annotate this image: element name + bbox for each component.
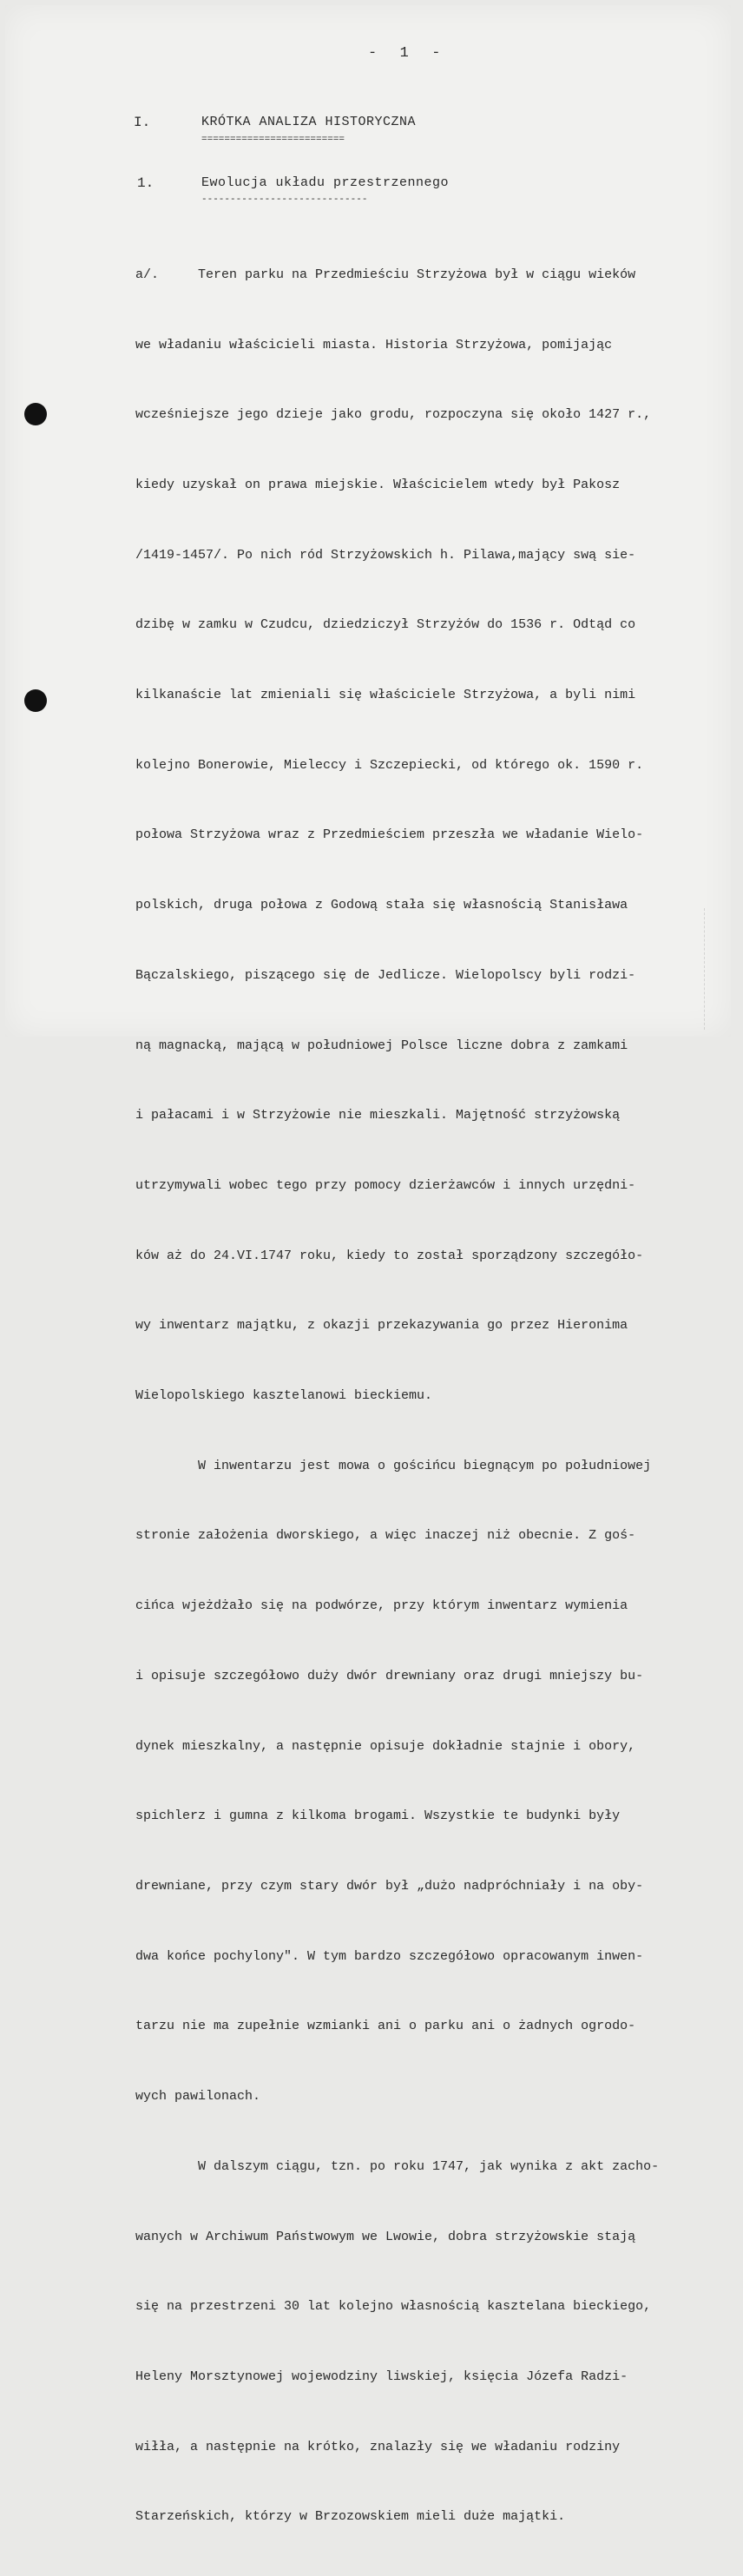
text-line: spichlerz i gumna z kilkoma brogami. Wszystkie te budynki były bbox=[135, 1808, 621, 1824]
text-line: Wielopolskiego kasztelanowi bieckiemu. bbox=[135, 1388, 433, 1404]
document-page bbox=[5, 5, 731, 2525]
punch-hole-bottom bbox=[24, 689, 47, 712]
text-line: Bączalskiego, piszącego się de Jedlicze. Wielopolscy byli rodzi- bbox=[135, 967, 636, 983]
body-text bbox=[135, 217, 743, 2576]
text-line: kilkanaście lat zmieniali się właściciele Strzyżowa, a byli nimi bbox=[135, 688, 636, 703]
text-line: się na przestrzeni 30 lat kolejno własnością kasztelana bieckiego, bbox=[135, 2299, 652, 2315]
text-line: kiedy uzyskał on prawa miejskie. Właścicielem wtedy był Pakosz bbox=[135, 477, 621, 492]
text-line: cińca wjeżdżało się na podwórze, przy którym inwentarz wymienia bbox=[135, 1598, 628, 1614]
text-line: dwa końce pochylony". W tym bardzo szczegółowo opracowanym inwen- bbox=[135, 1948, 644, 1964]
text-line: wiłła, a następnie na krótko, znalazły się we władaniu rodziny bbox=[135, 2439, 621, 2454]
section-title-underline: ========================= bbox=[201, 135, 345, 145]
text-line: W dalszym ciągu, tzn. po roku 1747, jak wynika z akt zacho- bbox=[135, 2158, 660, 2174]
text-line: i opisuje szczegółowo duży dwór drewniany oraz drugi mniejszy bu- bbox=[135, 1668, 644, 1683]
text-line: we władaniu właścicieli miasta. Historia Strzyżowa, pomijając bbox=[135, 337, 613, 352]
text-line: dynek mieszkalny, a następnie opisuje dokładnie stajnie i obory, bbox=[135, 1738, 636, 1754]
text-line: kolejno Bonerowie, Mieleccy i Szczepiecki, od którego ok. 1590 r. bbox=[135, 757, 644, 773]
text-line: stronie założenia dworskiego, a więc inaczej niż obecnie. Z goś- bbox=[135, 1528, 636, 1544]
text-line: wy inwentarz majątku, z okazji przekazywania go przez Hieronima bbox=[135, 1318, 628, 1334]
page-number: - 1 - bbox=[368, 45, 443, 62]
subsection-title-underline: ----------------------------- bbox=[201, 194, 368, 205]
text-line: dzibę w zamku w Czudcu, dziedziczył Strzyżów do 1536 r. Odtąd co bbox=[135, 617, 636, 633]
text-line: wych pawilonach. bbox=[135, 2089, 261, 2105]
text-line: /1419-1457/. Po nich ród Strzyżowskich h. Pilawa,mający swą sie- bbox=[135, 547, 636, 563]
text-line: połowa Strzyżowa wraz z Przedmieściem przeszła we władanie Wielo- bbox=[135, 827, 644, 843]
section-title: KRÓTKA ANALIZA HISTORYCZNA bbox=[201, 115, 417, 129]
text-line: i pałacami i w Strzyżowie nie mieszkali. Majętność strzyżowską bbox=[135, 1108, 621, 1123]
text-line: tarzu nie ma zupełnie wzmianki ani o parku ani o żadnych ogrodo- bbox=[135, 2019, 636, 2034]
text-line: ną magnacką, mającą w południowej Polsce liczne dobra z zamkami bbox=[135, 1038, 628, 1053]
text-line: a/. Teren parku na Przedmieściu Strzyżowa był w ciągu wieków bbox=[135, 267, 636, 282]
text-line: W inwentarzu jest mowa o gościńcu biegnącym po południowej bbox=[135, 1458, 652, 1473]
text-line: utrzymywali wobec tego przy pomocy dzierżawców i innych urzędni- bbox=[135, 1177, 636, 1193]
text-line: wanych w Archiwum Państwowym we Lwowie, dobra strzyżowskie stają bbox=[135, 2229, 636, 2244]
text-line: Heleny Morsztynowej wojewodziny liwskiej, księcia Józefa Radzi- bbox=[135, 2368, 628, 2384]
section-number: I. bbox=[134, 115, 151, 130]
text-line: polskich, druga połowa z Godową stała się własnością Stanisława bbox=[135, 898, 628, 913]
subsection-title: Ewolucja układu przestrzennego bbox=[201, 175, 450, 190]
text-line: ków aż do 24.VI.1747 roku, kiedy to został sporządzony szczegóło- bbox=[135, 1248, 644, 1263]
text-line: wcześniejsze jego dzieje jako grodu, rozpoczyna się około 1427 r., bbox=[135, 407, 652, 423]
text-line: Starzeńskich, którzy w Brzozowskiem mieli duże majątki. bbox=[135, 2509, 566, 2525]
subsection-number: 1. bbox=[137, 175, 155, 191]
text-line: drewniane, przy czym stary dwór był „dużo nadpróchniały i na oby- bbox=[135, 1878, 644, 1894]
punch-hole-top bbox=[24, 403, 47, 425]
